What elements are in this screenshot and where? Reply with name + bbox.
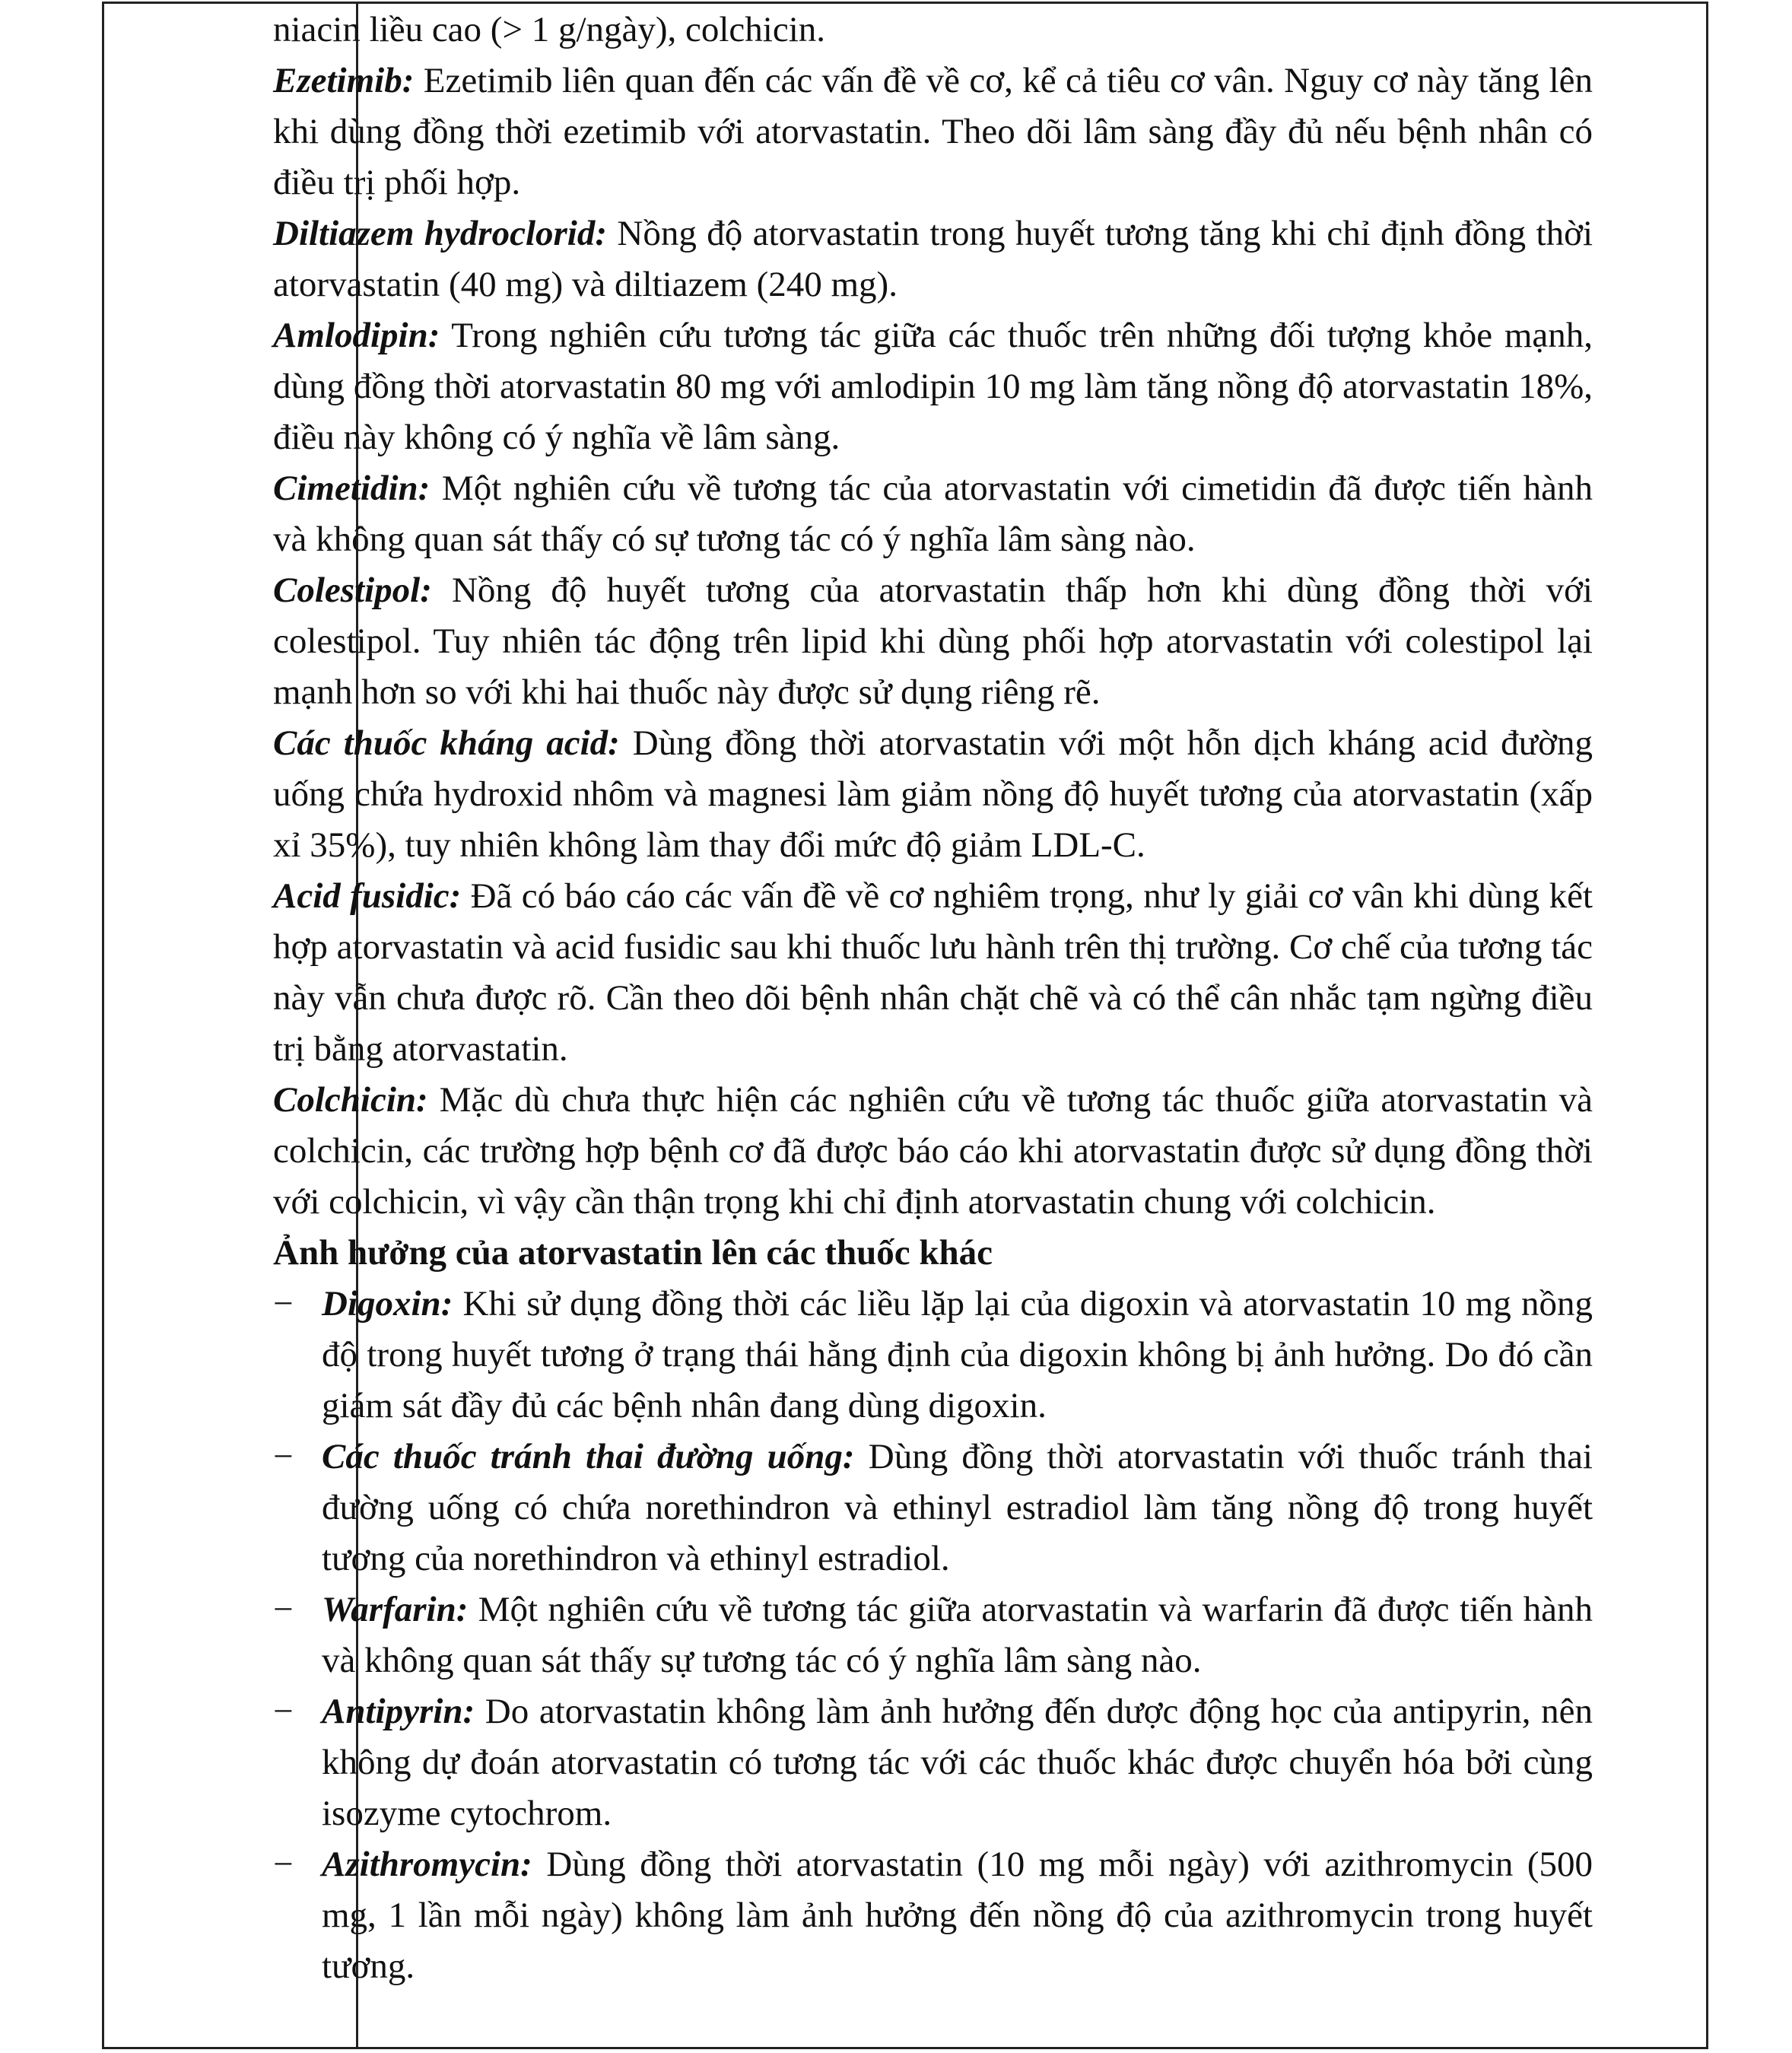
drug-term: Cimetidin: [273,469,431,508]
paragraph-text: Trong nghiên cứu tương tác giữa các thuốc trên những đối tượng khỏe mạnh, dùng đồng thời atorvastatin 80 mg với amlodipin 10 mg làm tăng nồng độ atorvastatin 18%, điều này không có ý nghĩa về lâm sàng. [273,316,1593,457]
bullet-warfarin [273,1584,1593,1686]
drug-term: Azithromycin: [322,1845,532,1884]
paragraph-text: Đã có báo cáo các vấn đề về cơ nghiêm trọng, như ly giải cơ vân khi dùng kết hợp atorvastatin và acid fusidic sau khi thuốc lưu hành trên thị trường. Cơ chế của tương tác này vẫn chưa được rõ. Cần theo dõi bệnh nhân chặt chẽ và có thể cân nhắc tạm ngừng điều trị bằng atorvastatin. [273,876,1593,1069]
section-heading: Ảnh hưởng của atorvastatin lên các thuốc khác [273,1233,993,1273]
drug-term: Antipyrin: [322,1692,475,1731]
paragraph-colchicin [273,1075,1593,1228]
bullet-azithromycin [273,1839,1593,1992]
bullet-antipyrin [273,1686,1593,1839]
drug-term: Colchicin: [273,1080,428,1120]
drug-term: Diltiazem hydroclorid: [273,214,607,253]
bullet-text: Một nghiên cứu về tương tác giữa atorvastatin và warfarin đã được tiến hành và không quan sát thấy sự tương tác có ý nghĩa lâm sàng nào. [322,1590,1593,1680]
paragraph-colestipol [273,565,1593,718]
drug-term: Colestipol: [273,570,432,610]
bullet-dash: − [273,1437,294,1476]
paragraph-text: Ezetimib liên quan đến các vấn đề về cơ, kể cả tiêu cơ vân. Nguy cơ này tăng lên khi dùng đồng thời ezetimib với atorvastatin. Theo dõi lâm sàng đầy đủ nếu bệnh nhân có điều trị phối hợp. [273,61,1593,202]
drug-term: Digoxin: [322,1284,453,1324]
paragraph-amlodipin [273,310,1593,463]
bullet-text: Khi sử dụng đồng thời các liều lặp lại của digoxin và atorvastatin 10 mg nồng độ trong huyết tương ở trạng thái hằng định của digoxin không bị ảnh hưởng. Do đó cần giám sát đầy đủ các bệnh nhân đang dùng digoxin. [322,1284,1593,1425]
drug-term: Acid fusidic: [273,876,462,916]
drug-term: Các thuốc kháng acid: [273,723,620,763]
paragraph-diltiazem [273,208,1593,310]
bullet-digoxin [273,1279,1593,1432]
paragraph-niacin [273,5,1593,56]
paragraph-fusidic-acid [273,871,1593,1075]
drug-term: Warfarin: [322,1590,469,1629]
drug-term: Các thuốc tránh thai đường uống: [322,1437,855,1476]
bullet-text: Do atorvastatin không làm ảnh hưởng đến dược động học của antipyrin, nên không dự đoán atorvastatin có tương tác với các thuốc khác được chuyển hóa bởi cùng isozyme cytochrom. [322,1692,1593,1833]
drug-term: Amlodipin: [273,316,440,355]
paragraph-text: niacin liều cao (> 1 g/ngày), colchicin. [273,10,826,49]
bullet-dash: − [273,1692,294,1731]
paragraph-text: Một nghiên cứu về tương tác của atorvastatin với cimetidin đã được tiến hành và không quan sát thấy có sự tương tác có ý nghĩa lâm sàng nào. [273,469,1593,559]
paragraph-ezetimib [273,56,1593,208]
paragraph-antacids [273,718,1593,871]
paragraph-text: Dùng đồng thời atorvastatin với một hỗn dịch kháng acid đường uống chứa hydroxid nhôm và magnesi làm giảm nồng độ huyết tương của atorvastatin (xấp xỉ 35%), tuy nhiên không làm thay đổi mức độ giảm LDL-C. [273,723,1593,865]
bullet-oral-contraceptives [273,1432,1593,1584]
drug-term: Ezetimib: [273,61,415,100]
bullet-dash: − [273,1845,294,1884]
paragraph-cimetidin [273,463,1593,565]
bullet-dash: − [273,1590,294,1629]
bullet-text: Dùng đồng thời atorvastatin (10 mg mỗi ngày) với azithromycin (500 mg, 1 lần mỗi ngày) không làm ảnh hưởng đến nồng độ của azithromycin trong huyết tương. [322,1845,1593,1986]
document-content [273,5,1593,1992]
bullet-text: Dùng đồng thời atorvastatin với thuốc tránh thai đường uống có chứa norethindron và ethinyl estradiol làm tăng nồng độ trong huyết tương của norethindron và ethinyl estradiol. [322,1437,1593,1578]
bullet-dash: − [273,1284,294,1324]
paragraph-text: Nồng độ huyết tương của atorvastatin thấp hơn khi dùng đồng thời với colestipol. Tuy nhiên tác động trên lipid khi dùng phối hợp atorvastatin với colestipol lại mạnh hơn so với khi hai thuốc này được sử dụng riêng rẽ. [273,570,1593,712]
paragraph-text: Nồng độ atorvastatin trong huyết tương tăng khi chỉ định đồng thời atorvastatin (40 mg) và diltiazem (240 mg). [273,214,1593,304]
paragraph-text: Mặc dù chưa thực hiện các nghiên cứu về tương tác thuốc giữa atorvastatin và colchicin, các trường hợp bệnh cơ đã được báo cáo khi atorvastatin được sử dụng đồng thời với colchicin, vì vậy cần thận trọng khi chỉ định atorvastatin chung với colchicin. [273,1080,1593,1222]
